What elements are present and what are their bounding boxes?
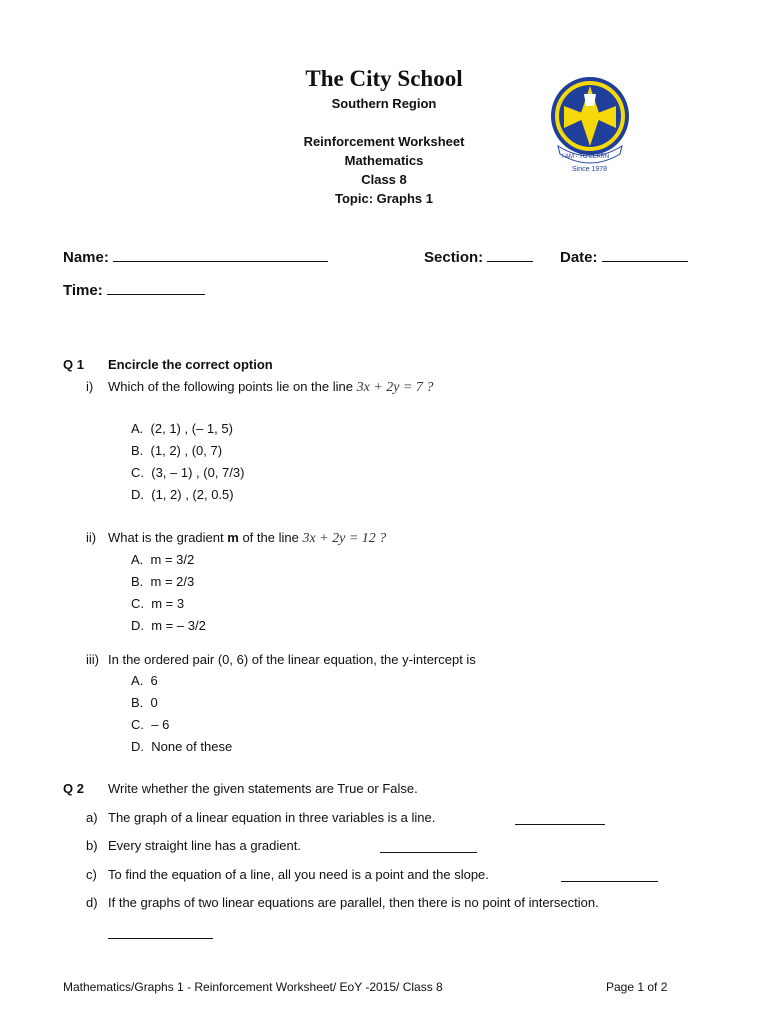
q2-b-text: Every straight line has a gradient. bbox=[108, 838, 301, 853]
q1-i-number: i) bbox=[86, 379, 94, 394]
q1-i-option-c[interactable]: C. (3, – 1) , (0, 7/3) bbox=[131, 465, 245, 480]
time-blank[interactable] bbox=[107, 281, 205, 295]
q2-c-number: c) bbox=[86, 867, 97, 882]
q1-ii-option-d[interactable]: D. m = – 3/2 bbox=[131, 618, 206, 633]
worksheet-label: Reinforcement Worksheet bbox=[303, 134, 465, 149]
q2-title: Write whether the given statements are True or False. bbox=[108, 781, 418, 796]
name-blank[interactable] bbox=[113, 248, 328, 262]
school-logo bbox=[548, 76, 632, 180]
name-label: Name: bbox=[63, 249, 109, 266]
q2-b-number: b) bbox=[86, 838, 98, 853]
q2-number: Q 2 bbox=[63, 781, 84, 796]
section-blank[interactable] bbox=[487, 248, 533, 262]
logo-since: Since 1978 bbox=[572, 166, 608, 173]
subject-label: Mathematics bbox=[344, 153, 424, 168]
q1-i-math: 3x + 2y = 7 ? bbox=[356, 380, 434, 395]
q1-iii-option-d[interactable]: D. None of these bbox=[131, 739, 233, 754]
q2-d-answer-blank[interactable] bbox=[108, 926, 213, 939]
footer-left: Mathematics/Graphs 1 - Reinforcement Worksheet/ EoY -2015/ Class 8 bbox=[63, 980, 443, 994]
q1-i-question bbox=[108, 379, 433, 396]
q2-a-text: The graph of a linear equation in three variables is a line. bbox=[108, 810, 436, 825]
q1-ii-question: What is the gradient m of the line 3x + 2y = 12 ? bbox=[108, 530, 387, 546]
q1-ii-option-c[interactable]: C. m = 3 bbox=[131, 596, 185, 611]
q1-iii-number: iii) bbox=[86, 652, 99, 667]
time-label: Time: bbox=[63, 282, 103, 299]
q2-a-answer-blank[interactable] bbox=[515, 812, 605, 825]
time-field[interactable] bbox=[63, 281, 205, 299]
q1-i-text: Which of the following points lie on the line bbox=[108, 379, 353, 394]
section-field[interactable] bbox=[424, 248, 533, 266]
page-number: Page 1 of 2 bbox=[606, 980, 668, 994]
logo-motto: I AM - TO LEARN bbox=[562, 154, 610, 160]
date-label: Date: bbox=[560, 249, 598, 266]
q1-i-option-a[interactable]: A. (2, 1) , (– 1, 5) bbox=[131, 421, 233, 436]
q2-c-answer-blank[interactable] bbox=[561, 869, 658, 882]
q1-ii-option-b[interactable]: B. m = 2/3 bbox=[131, 574, 195, 589]
q2-c-text: To find the equation of a line, all you need is a point and the slope. bbox=[108, 867, 489, 882]
section-label: Section: bbox=[424, 249, 484, 266]
q2-d-text: If the graphs of two linear equations are parallel, then there is no point of intersection. bbox=[108, 895, 599, 910]
q1-iii-text: In the ordered pair (0, 6) of the linear equation, the y-intercept is bbox=[108, 652, 476, 667]
school-title: The City School bbox=[305, 66, 463, 91]
class-label: Class 8 bbox=[361, 172, 407, 187]
q1-i-option-b[interactable]: B. (1, 2) , (0, 7) bbox=[131, 443, 223, 458]
q1-iii-option-a[interactable]: A. 6 bbox=[131, 673, 158, 688]
q2-d-number: d) bbox=[86, 895, 98, 910]
q1-iii-option-b[interactable]: B. 0 bbox=[131, 695, 158, 710]
region-label: Southern Region bbox=[331, 96, 437, 111]
q1-number: Q 1 bbox=[63, 357, 84, 372]
date-blank[interactable] bbox=[602, 248, 688, 262]
q1-i-option-d[interactable]: D. (1, 2) , (2, 0.5) bbox=[131, 487, 234, 502]
q2-a-number: a) bbox=[86, 810, 98, 825]
q2-b-answer-blank[interactable] bbox=[380, 840, 477, 853]
q1-ii-math: 3x + 2y = 12 ? bbox=[302, 531, 387, 546]
topic-label: Topic: Graphs 1 bbox=[335, 191, 433, 206]
name-field[interactable] bbox=[63, 248, 328, 266]
q1-ii-option-a[interactable]: A. m = 3/2 bbox=[131, 552, 195, 567]
q1-iii-option-c[interactable]: C. – 6 bbox=[131, 717, 170, 732]
q1-title: Encircle the correct option bbox=[108, 357, 273, 372]
q1-ii-number: ii) bbox=[86, 530, 97, 545]
date-field[interactable] bbox=[560, 248, 688, 266]
